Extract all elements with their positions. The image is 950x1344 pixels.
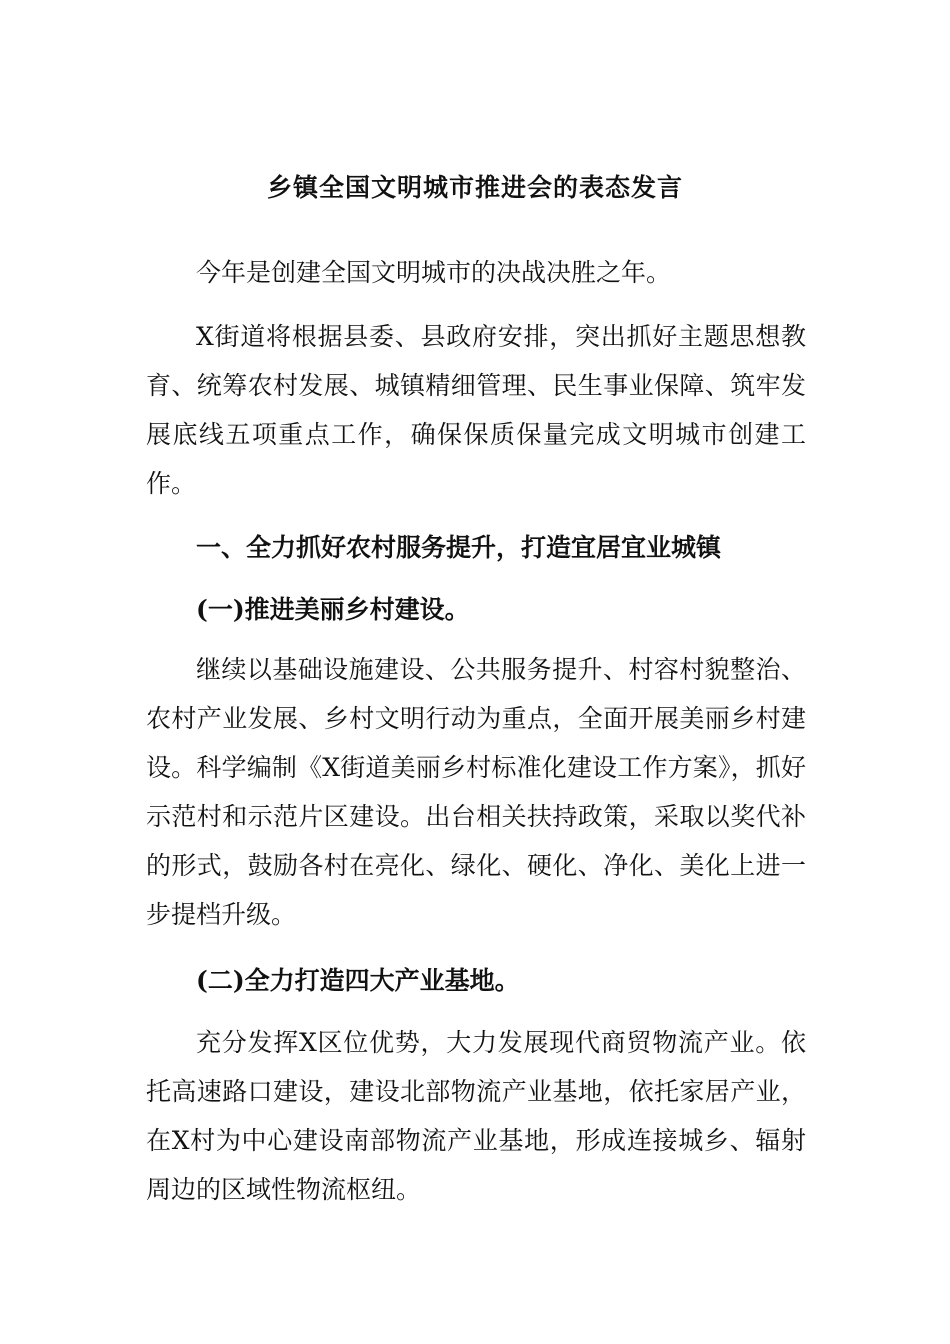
- subsection-heading-2: (二)全力打造四大产业基地。: [196, 966, 520, 995]
- section-heading-1: 一、全力抓好农村服务提升，打造宜居宜业城镇: [196, 533, 722, 562]
- subsection-heading-1: (一)推进美丽乡村建设。: [196, 595, 470, 624]
- paragraph-rural: 继续以基础设施建设、公共服务提升、村容村貌整治、农村产业发展、乡村文明行动为重点，全面开展美丽乡村建设。科学编制《X街道美丽乡村标准化建设工作方案》，抓好示范村和示范片区建设。出台相关扶持政策，采取以奖代补的形式，鼓励各村在亮化、绿化、硬化、净化、美化上进一步提档升级。: [146, 655, 806, 929]
- document-title: 乡镇全国文明城市推进会的表态发言: [266, 173, 683, 202]
- paragraph-industry: 充分发挥X区位优势，大力发展现代商贸物流产业。依托高速路口建设，建设北部物流产业基地，依托家居产业，在X村为中心建设南部物流产业基地，形成连接城乡、辐射周边的区域性物流枢纽。: [146, 1028, 806, 1204]
- paragraph-intro: 今年是创建全国文明城市的决战决胜之年。: [196, 258, 672, 287]
- paragraph-plan: X街道将根据县委、县政府安排，突出抓好主题思想教育、统筹农村发展、城镇精细管理、民生事业保障、筑牢发展底线五项重点工作，确保保质保量完成文明城市创建工作。: [146, 322, 806, 498]
